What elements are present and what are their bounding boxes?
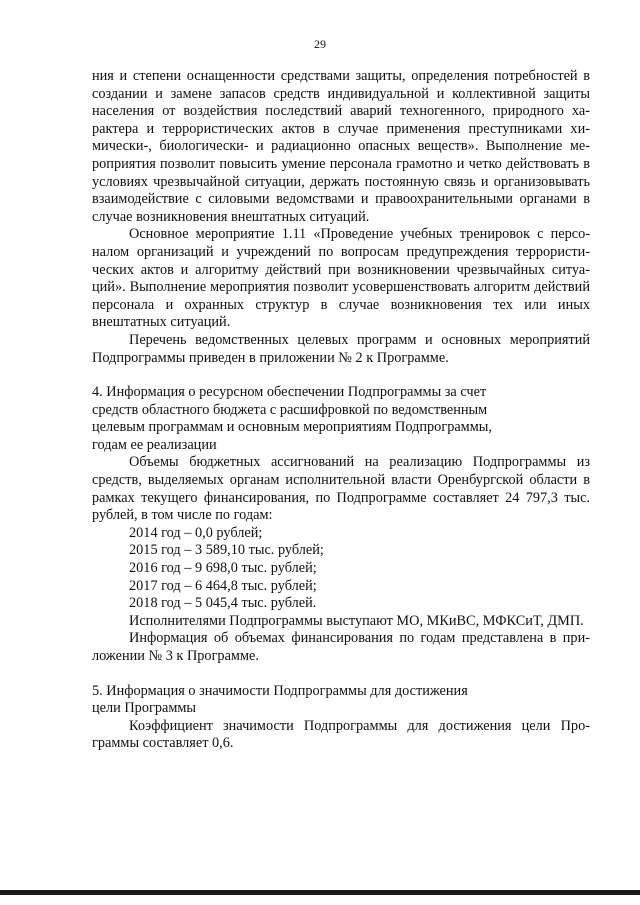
funding-by-year-list (92, 525, 590, 613)
funding-year-item: 2014 год – 0,0 рублей; (129, 524, 263, 541)
funding-year-item: 2017 год – 6 464,8 тыс. рублей; (129, 577, 317, 594)
funding-year-item: 2016 год – 9 698,0 тыс. рублей; (129, 560, 317, 577)
section-5-heading-line: цели Программы (92, 700, 197, 717)
section-4-heading-line: средств областного бюджета с расшифровкой по ведомственным (92, 401, 488, 418)
section-5-heading-line: 5. Информация о значимости Подпрограммы для достижения (92, 682, 468, 699)
section-4-heading-line: годам ее реализации (92, 436, 217, 453)
paragraph-activity-1-11: Основное мероприятие 1.11 «Проведение учебных тренировок с персоналом организаций и учреждений по вопросам предупреждения террористических актов и алгоритму действий при возникновении чрезвычайных ситуаций». Выполнение мероприятия позволит усовершенствовать алгоритм действий персонала и охранных структур в случае возникновения тех или иных внештатных ситуаций. (92, 226, 590, 331)
section-4-heading-line: целевым программам и основным мероприятиям Подпрограммы, (92, 419, 492, 436)
section-4-heading-line: 4. Информация о ресурсном обеспечении Подпрограммы за счет (92, 384, 487, 401)
paragraph-executors: Исполнителями Подпрограммы выступают МО, МКиВС, МФКСиТ, ДМП. (129, 612, 584, 629)
paragraph-funding-info: Информация об объемах финансирования по годам представлена в приложении № 3 к Программе. (92, 630, 590, 664)
funding-year-item: 2018 год – 5 045,4 тыс. рублей. (129, 595, 317, 612)
page-content (92, 68, 590, 753)
paragraph-programs-list: Перечень ведомственных целевых программ и основных мероприятий Подпрограммы приведен в приложении № 2 к Программе. (92, 331, 590, 366)
paragraph-continuation: ния и степени оснащенности средствами защиты, определения потребностей в создании и замене запасов средств индивидуальной и коллективной защиты населения от воздействия последствий аварий техногенного, природного характера и террористических актов в случае применения преступниками химически-, биологически- и радиационно опасных веществ». Выполнение мероприятия позволит повысить умение персонала грамотно и четко действовать в условиях чрезвычайной ситуации, держать постоянную связь и организовывать взаимодействие с силовыми ведомствами и правоохранительными органами в случае возникновения внештатных ситуаций. (92, 68, 590, 225)
scan-edge-divider (0, 890, 640, 895)
paragraph-budget-volume: Объемы бюджетных ассигнований на реализацию Подпрограммы из средств, выделяемых органам исполнительной власти Оренбургской области в рамках текущего финансирования, по Подпрограмме составляет 24 797,3 тыс. рублей, в том числе по годам: (92, 454, 590, 524)
page-number: 29 (314, 37, 326, 51)
paragraph-significance: Коэффициент значимости Подпрограммы для достижения цели Программы составляет 0,6. (92, 717, 590, 752)
funding-year-item: 2015 год – 3 589,10 тыс. рублей; (129, 542, 324, 559)
